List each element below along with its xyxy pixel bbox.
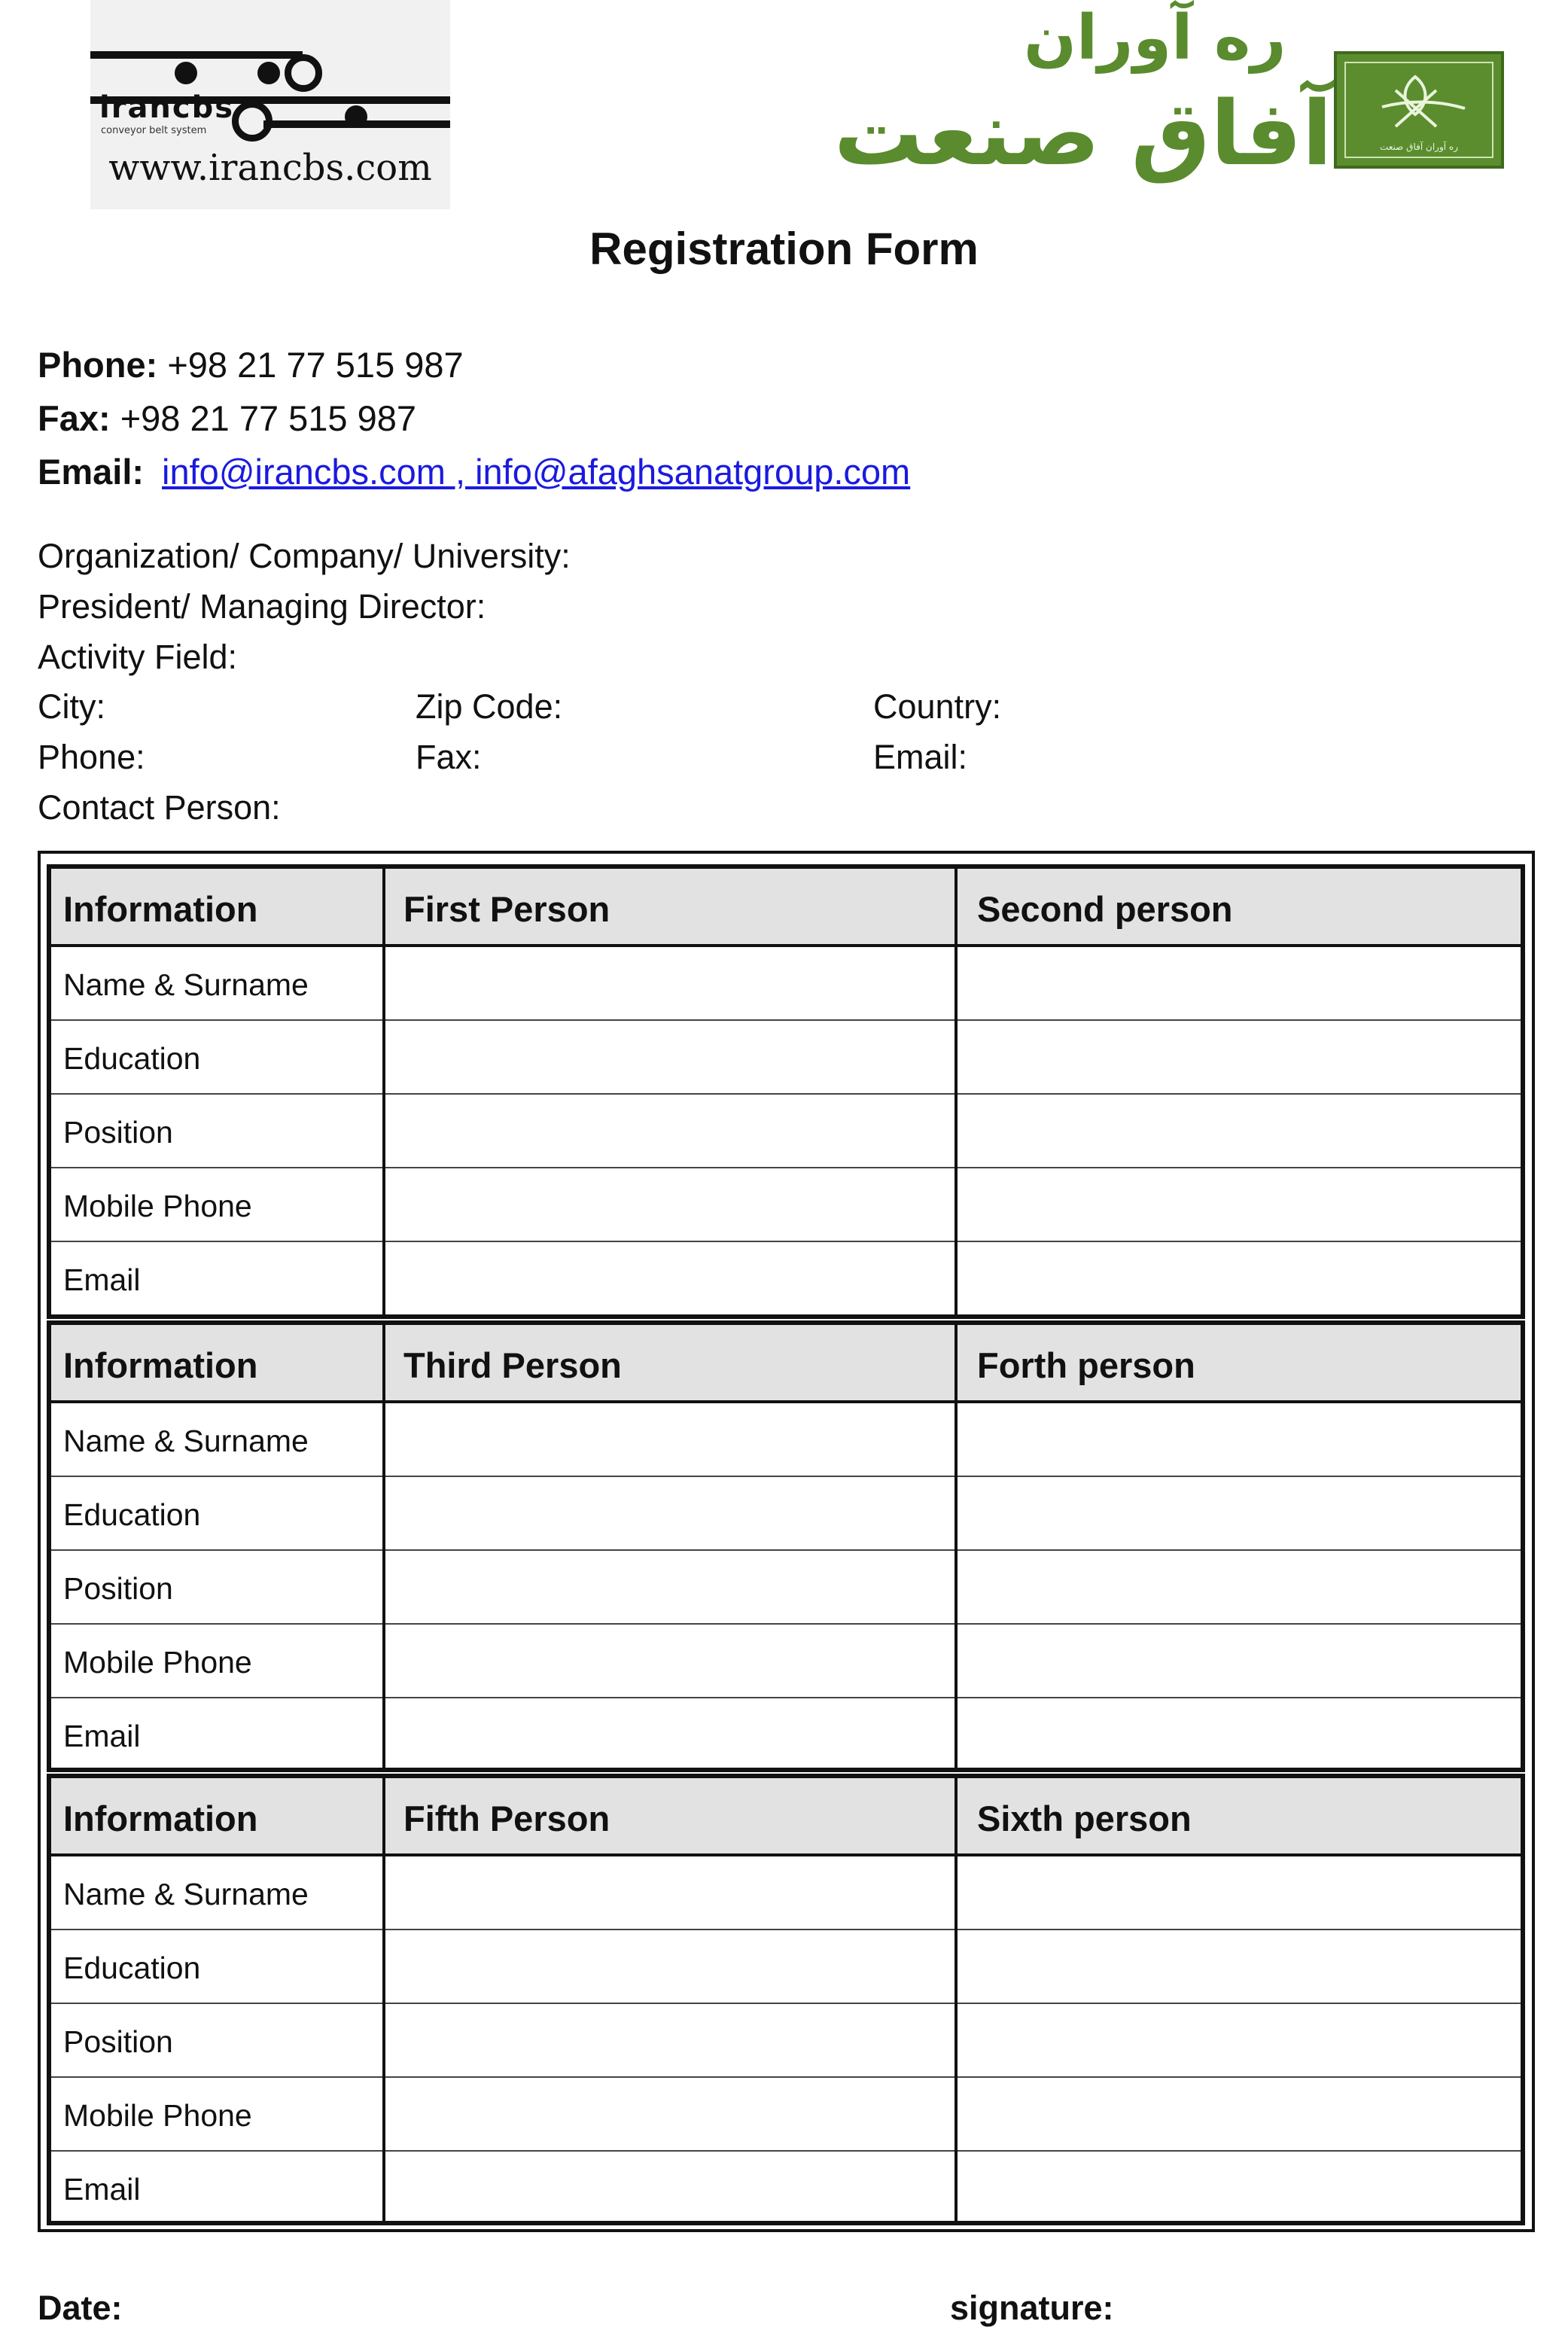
contact-phone-label: Phone: (38, 345, 158, 385)
row-label: Position (63, 2024, 173, 2059)
logo-brand-text: irancbs (99, 90, 235, 125)
table-row (51, 1856, 1521, 1930)
row-label: Education (63, 1497, 201, 1532)
contact-fax-value: +98 21 77 515 987 (110, 398, 417, 438)
table-header-row (51, 869, 1521, 947)
logo-script-line1: ره آوران (1024, 2, 1286, 74)
pulley-icon (285, 54, 322, 92)
header-information: Information (63, 1799, 258, 1838)
header-person-a: First Person (403, 889, 610, 929)
table-row (51, 1625, 1521, 1698)
table-row (51, 1930, 1521, 2004)
table-row (51, 2152, 1521, 2221)
column-divider (382, 1325, 385, 1768)
table-row (51, 2004, 1521, 2078)
field-activity: Activity Field: (38, 638, 238, 676)
header-person-a: Fifth Person (403, 1799, 610, 1838)
header-information: Information (63, 1345, 258, 1385)
field-country: Country: (873, 687, 1002, 726)
row-label: Mobile Phone (63, 1189, 252, 1223)
logo-url: www.irancbs.com (108, 147, 432, 189)
logo-tagline: conveyor belt system (101, 125, 207, 136)
persons-table-block (47, 864, 1525, 1319)
table-row (51, 1698, 1521, 1768)
contact-phone-value: +98 21 77 515 987 (157, 345, 464, 385)
field-phone: Phone: (38, 738, 145, 776)
irancbs-logo (90, 0, 450, 209)
column-divider (382, 869, 385, 1314)
table-row (51, 1551, 1521, 1625)
emblem-icon (1334, 51, 1504, 169)
column-divider (382, 1778, 385, 2221)
roller-icon (175, 62, 197, 84)
table-row (51, 1477, 1521, 1551)
page-title: Registration Form (589, 224, 979, 274)
belt-line-lower (263, 120, 450, 128)
contact-phone (38, 345, 464, 385)
contact-email-label: Email: (38, 452, 145, 492)
row-label: Position (63, 1115, 173, 1150)
table-header-row (51, 1778, 1521, 1856)
persons-table-block (47, 1320, 1525, 1772)
row-label: Name & Surname (63, 967, 309, 1002)
contact-fax-label: Fax: (38, 398, 111, 438)
field-contact-person: Contact Person: (38, 788, 281, 827)
row-label: Position (63, 1571, 173, 1606)
table-row (51, 2078, 1521, 2152)
row-label: Mobile Phone (63, 1645, 252, 1680)
row-label: Email (63, 1719, 141, 1753)
field-email: Email: (873, 738, 968, 776)
header-person-b: Forth person (977, 1345, 1195, 1385)
field-zip: Zip Code: (416, 687, 563, 726)
row-label: Name & Surname (63, 1424, 309, 1458)
table-row (51, 1403, 1521, 1477)
column-divider (955, 869, 958, 1314)
belt-line-top (90, 51, 303, 59)
roller-icon (257, 62, 280, 84)
field-city: City: (38, 687, 105, 726)
row-label: Email (63, 1262, 141, 1297)
field-fax: Fax: (416, 738, 482, 776)
header-person-a: Third Person (403, 1345, 622, 1385)
field-organization: Organization/ Company/ University: (38, 537, 571, 575)
table-row (51, 947, 1521, 1021)
row-label: Education (63, 1041, 201, 1076)
row-label: Mobile Phone (63, 2098, 252, 2133)
header-information: Information (63, 889, 258, 929)
field-president: President/ Managing Director: (38, 587, 486, 626)
contact-email-link[interactable]: info@irancbs.com , info@afaghsanatgroup.com (162, 452, 911, 492)
column-divider (955, 1778, 958, 2221)
persons-table-block (47, 1774, 1525, 2225)
row-label: Email (63, 2172, 141, 2207)
date-label: Date: (38, 2289, 123, 2327)
column-divider (955, 1325, 958, 1768)
contact-fax (38, 398, 417, 438)
row-label: Name & Surname (63, 1877, 309, 1911)
header-person-b: Sixth person (977, 1799, 1192, 1838)
contact-email (38, 452, 911, 492)
table-row (51, 1021, 1521, 1095)
emblem-caption: ره آوران آفاق صنعت (1379, 142, 1458, 152)
row-label: Education (63, 1951, 201, 1985)
afagh-sanat-logo (798, 2, 1506, 207)
logo-script-line2: آفاق صنعت (833, 81, 1332, 185)
table-header-row (51, 1325, 1521, 1403)
table-row (51, 1242, 1521, 1314)
header-person-b: Second person (977, 889, 1233, 929)
signature-label: signature: (950, 2289, 1114, 2327)
table-row (51, 1168, 1521, 1242)
table-row (51, 1095, 1521, 1168)
